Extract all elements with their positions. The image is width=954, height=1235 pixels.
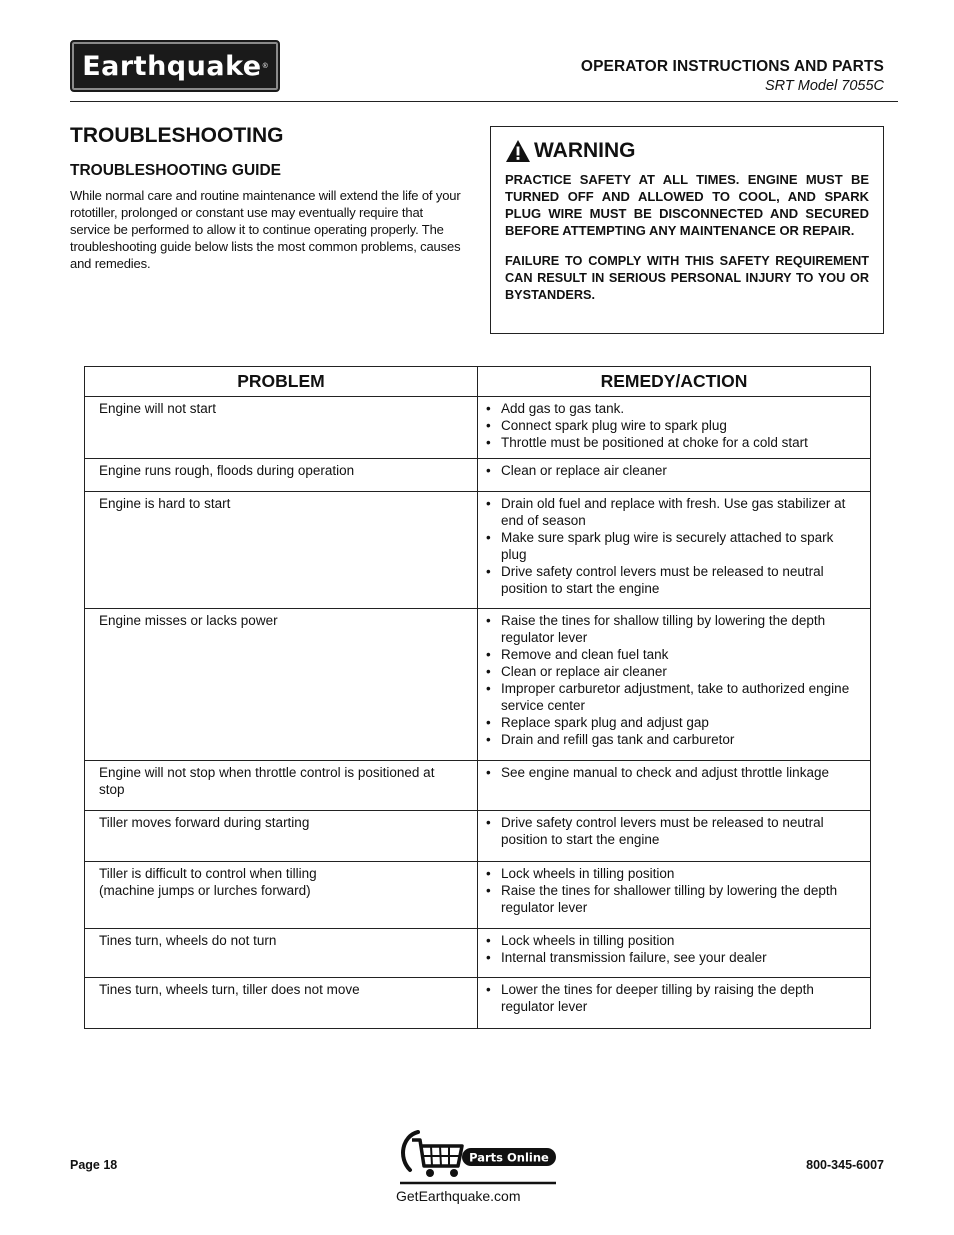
- remedy-cell: [478, 811, 871, 862]
- warning-box: [490, 126, 884, 334]
- remedy-item: • Internal transmission failure, see your dealer: [486, 949, 862, 966]
- remedy-item: • Throttle must be positioned at choke for a cold start: [486, 434, 862, 451]
- table-row: [85, 862, 871, 929]
- remedy-item: • Improper carburetor adjustment, take to authorized engine service center: [486, 680, 862, 714]
- problem-cell: [85, 978, 478, 1029]
- problem-text: Tiller is difficult to control when tilling: [99, 866, 317, 881]
- registered-mark: ®: [262, 62, 268, 70]
- problem-cell: [85, 862, 478, 929]
- warning-triangle-icon: [505, 139, 531, 163]
- remedy-list: [486, 612, 862, 748]
- table-row: [85, 492, 871, 609]
- remedy-item: • See engine manual to check and adjust throttle linkage: [486, 764, 862, 781]
- warning-heading-text: WARNING: [534, 139, 636, 162]
- website-url: GetEarthquake.com: [396, 1188, 521, 1204]
- remedy-list: [486, 764, 862, 781]
- remedy-item: • Lock wheels in tilling position: [486, 932, 862, 949]
- remedy-item: • Replace spark plug and adjust gap: [486, 714, 862, 731]
- remedy-cell: [478, 397, 871, 459]
- warning-text-primary: PRACTICE SAFETY AT ALL TIMES. ENGINE MUST BE TURNED OFF AND ALLOWED TO COOL, AND SPARK PLUG WIRE MUST BE DISCONNECTED AND SECURED BEFORE ATTEMPTING ANY MAINTENANCE OR REPAIR.: [505, 172, 869, 238]
- problem-cell: [85, 811, 478, 862]
- page-title: TROUBLESHOOTING: [70, 124, 284, 147]
- header-divider: [70, 101, 898, 102]
- table-row: [85, 978, 871, 1029]
- logo-text: Earthquake: [82, 50, 262, 82]
- remedy-list: [486, 932, 862, 966]
- header-title: OPERATOR INSTRUCTIONS AND PARTS: [580, 58, 884, 75]
- remedy-item: • Lock wheels in tilling position: [486, 865, 862, 882]
- phone-number: 800-345-6007: [806, 1158, 884, 1172]
- problem-cell: [85, 609, 478, 761]
- problem-text: Engine will not stop when throttle control is positioned at stop: [99, 765, 435, 797]
- remedy-cell: [478, 609, 871, 761]
- problem-text: Tines turn, wheels do not turn: [99, 933, 277, 948]
- remedy-item: • Drive safety control levers must be released to neutral position to start the engine: [486, 563, 862, 597]
- remedy-item: • Make sure spark plug wire is securely attached to spark plug: [486, 529, 862, 563]
- problem-cell: [85, 397, 478, 459]
- header-model: SRT Model 7055C: [764, 78, 884, 94]
- section-subtitle: TROUBLESHOOTING GUIDE: [70, 162, 281, 179]
- remedy-item: • Connect spark plug wire to spark plug: [486, 417, 862, 434]
- problem-text: Tines turn, wheels turn, tiller does not move: [99, 982, 360, 997]
- intro-paragraph: While normal care and routine maintenance will extend the life of your rototiller, prolonged or constant use may eventually require that service be performed to allow it to continue operating properly. The troubleshooting guide below lists the most common problems, causes and remedies.: [70, 188, 461, 271]
- remedy-cell: [478, 459, 871, 492]
- remedy-item: • Add gas to gas tank.: [486, 400, 862, 417]
- column-header-problem: PROBLEM: [85, 367, 478, 397]
- table-row: [85, 459, 871, 492]
- problem-cell: [85, 459, 478, 492]
- problem-cell: [85, 929, 478, 978]
- problem-cell: [85, 761, 478, 811]
- remedy-item: • Clean or replace air cleaner: [486, 663, 862, 680]
- remedy-list: [486, 462, 862, 479]
- problem-text: Engine is hard to start: [99, 496, 231, 511]
- remedy-cell: [478, 978, 871, 1029]
- remedy-item: • Clean or replace air cleaner: [486, 462, 862, 479]
- earthquake-logo: [70, 40, 280, 92]
- table-row: [85, 761, 871, 811]
- warning-text-secondary: FAILURE TO COMPLY WITH THIS SAFETY REQUIREMENT CAN RESULT IN SERIOUS PERSONAL INJURY TO YOU OR BYSTANDERS.: [505, 254, 869, 302]
- remedy-item: • Raise the tines for shallower tilling by lowering the depth regulator lever: [486, 882, 862, 916]
- remedy-item: • Remove and clean fuel tank: [486, 646, 862, 663]
- table-row: [85, 397, 871, 459]
- parts-online-cart-logo: [396, 1126, 560, 1186]
- problem-text: (machine jumps or lurches forward): [99, 883, 311, 898]
- parts-online-badge: Parts Online: [469, 1150, 549, 1165]
- problem-text: Tiller moves forward during starting: [99, 815, 310, 830]
- remedy-item: • Drain and refill gas tank and carburetor: [486, 731, 862, 748]
- table-row: [85, 929, 871, 978]
- remedy-item: • Drain old fuel and replace with fresh. Use gas stabilizer at end of season: [486, 495, 862, 529]
- problem-text: Engine runs rough, floods during operation: [99, 463, 355, 478]
- remedy-item: • Raise the tines for shallow tilling by lowering the depth regulator lever: [486, 612, 862, 646]
- problem-text: Engine misses or lacks power: [99, 613, 278, 628]
- remedy-cell: [478, 862, 871, 929]
- remedy-list: [486, 865, 862, 916]
- table-row: [85, 811, 871, 862]
- page-number: Page 18: [70, 1158, 118, 1172]
- remedy-list: [486, 400, 862, 451]
- column-header-remedy: REMEDY/ACTION: [478, 367, 871, 397]
- remedy-list: [486, 495, 862, 597]
- remedy-cell: [478, 929, 871, 978]
- warning-heading: [505, 139, 869, 163]
- troubleshooting-table: [84, 366, 871, 1029]
- remedy-item: • Drive safety control levers must be released to neutral position to start the engine: [486, 814, 862, 848]
- problem-cell: [85, 492, 478, 609]
- remedy-cell: [478, 492, 871, 609]
- table-row: [85, 609, 871, 761]
- problem-text: Engine will not start: [99, 401, 217, 416]
- table-header-row: [85, 367, 871, 397]
- remedy-list: [486, 814, 862, 848]
- remedy-cell: [478, 761, 871, 811]
- remedy-item: • Lower the tines for deeper tilling by raising the depth regulator lever: [486, 981, 862, 1015]
- remedy-list: [486, 981, 862, 1015]
